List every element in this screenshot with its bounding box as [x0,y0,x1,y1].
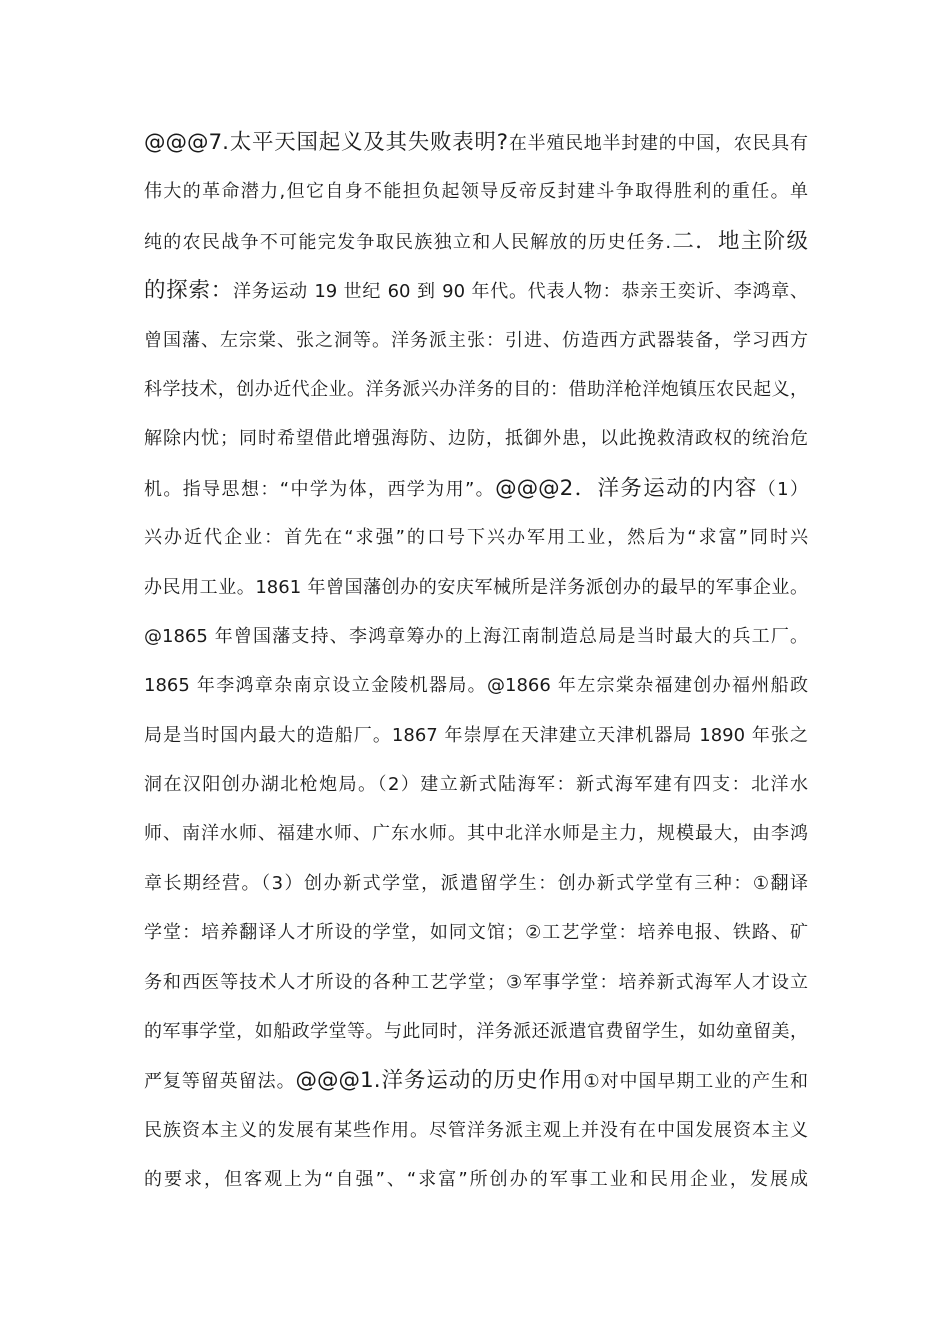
text-line [144,618,808,655]
text-run: 1865 年李鸿章杂南京设立金陵机器局。@1866 年左宗棠杂福建创办福州船政 [144,675,808,697]
body-text [144,124,808,1211]
text-line [144,420,808,457]
text-run: 洞在汉阳创办湖北枪炮局。（2）建立新式陆海军：新式海军建有四支：北洋水 [144,774,808,796]
text-line [144,470,808,507]
text-run: 的要求，但客观上为“自强”、“求富”所创办的军事工业和民用企业，发展成 [144,1169,808,1191]
text-line [144,717,808,754]
text-line [144,223,808,260]
text-run: 师、南洋水师、福建水师、广东水师。其中北洋水师是主力，规模最大，由李鸿 [144,823,808,845]
text-run: 兴办近代企业：首先在“求强”的口号下兴办军用工业，然后为“求富”同时兴 [144,527,808,549]
text-line [144,371,808,408]
text-run: 在半殖民地半封建的中国，农民具有 [508,133,808,154]
text-run: ①对中国早期工业的产生和 [583,1071,808,1093]
text-line [144,322,808,359]
text-run: 章长期经营。（3）创办新式学堂，派遣留学生：创办新式学堂有三种：①翻译 [144,872,808,894]
text-run: 民族资本主义的发展有某些作用。尽管洋务派主观上并没有在中国发展资本主义 [144,1119,808,1141]
text-run: 办民用工业。1861 年曾国藩创办的安庆军械所是洋务派创办的最早的军事企业。 [144,576,808,598]
text-run: 纯的农民战争不可能完发争取民族独立和人民解放的历史任务. [144,231,672,253]
text-line [144,964,808,1001]
text-run: 洋务运动 19 世纪 60 到 90 年代。代表人物：恭亲王奕䜣、李鸿章、 [232,281,808,303]
text-line [144,766,808,803]
text-run: 严复等留英留法。 [144,1071,296,1093]
text-line [144,272,808,309]
heading-run: @@@2．洋务运动的内容 [495,475,758,501]
text-line [144,569,808,606]
text-line [144,124,808,161]
text-line [144,914,808,951]
text-run: 解除内忧；同时希望借此增强海防、边防，抵御外患，以此挽救清政权的统治危 [144,428,808,450]
text-run: 务和西医等技术人才所设的各种工艺学堂；③军事学堂：培养新式海军人才设立 [144,971,808,993]
text-line [144,1112,808,1149]
text-line [144,519,808,556]
text-line [144,1161,808,1198]
text-line [144,815,808,852]
text-run: 机。指导思想：“中学为体，西学为用”。 [144,478,496,500]
text-line [144,1062,808,1099]
text-run: @1865 年曾国藩支持、李鸿章筹办的上海江南制造总局是当时最大的兵工厂。 [144,625,808,647]
text-run: 局是当时国内最大的造船厂。1867 年崇厚在天津建立天津机器局 1890 年张之 [144,724,808,746]
text-run: 的军事学堂，如船政学堂等。与此同时，洋务派还派遣官费留学生，如幼童留美， [144,1021,808,1043]
heading-run: @@@7.太平天国起义及其失败表明? [144,130,509,155]
text-run: 伟大的革命潜力,但它自身不能担负起领导反帝反封建斗争取得胜利的重任。单 [144,181,808,203]
heading-run: 的探索： [144,278,233,304]
text-line [144,1013,808,1050]
heading-run: 二．地主阶级 [671,228,808,254]
text-run: （1） [757,478,808,500]
heading-run: @@@1.洋务运动的历史作用 [295,1068,584,1094]
text-line [144,173,808,210]
text-line [144,865,808,902]
text-run: 曾国藩、左宗棠、张之洞等。洋务派主张：引进、仿造西方武器装备，学习西方 [144,329,808,351]
text-run: 学堂：培养翻译人才所设的学堂，如同文馆；②工艺学堂：培养电报、铁路、矿 [144,922,808,944]
text-run: 科学技术，创办近代企业。洋务派兴办洋务的目的：借助洋枪洋炮镇压农民起义， [144,378,808,400]
text-line [144,667,808,704]
